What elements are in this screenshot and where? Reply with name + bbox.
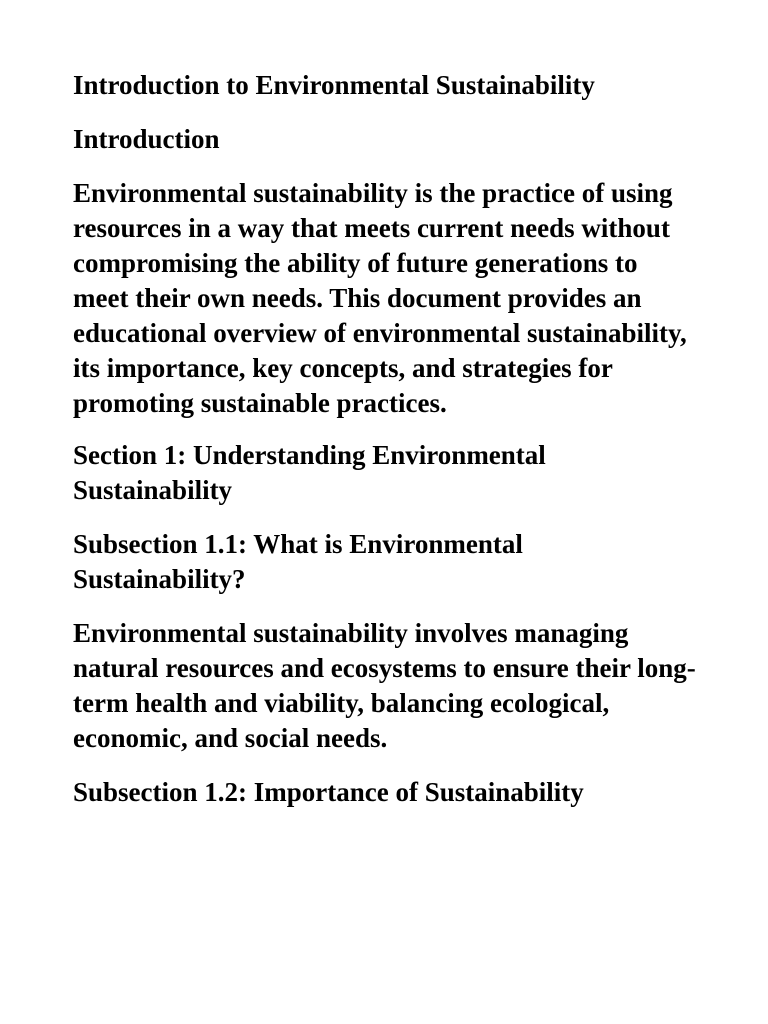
section-1-heading: Section 1: Understanding Environmental Sustainability: [73, 440, 546, 505]
intro-heading: Introduction: [73, 124, 220, 154]
subsection-1-1-paragraph: Environmental sustainability involves managing natural resources and ecosystems to ensure their long-term health and viability, balancing ecological, economic, and social needs.: [73, 618, 696, 753]
subsection-1-1-heading: Subsection 1.1: What is Environmental Sustainability?: [73, 529, 523, 594]
document-title: Introduction to Environmental Sustainability: [73, 70, 595, 100]
subsection-1-2-heading: Subsection 1.2: Importance of Sustainability: [73, 777, 584, 807]
intro-paragraph: Environmental sustainability is the practice of using resources in a way that meets current needs without compromising the ability of future generations to meet their own needs. This document provides an educational overview of environmental sustainability, its importance, key concepts, and strategies for promoting sustainable practices.: [73, 178, 687, 418]
